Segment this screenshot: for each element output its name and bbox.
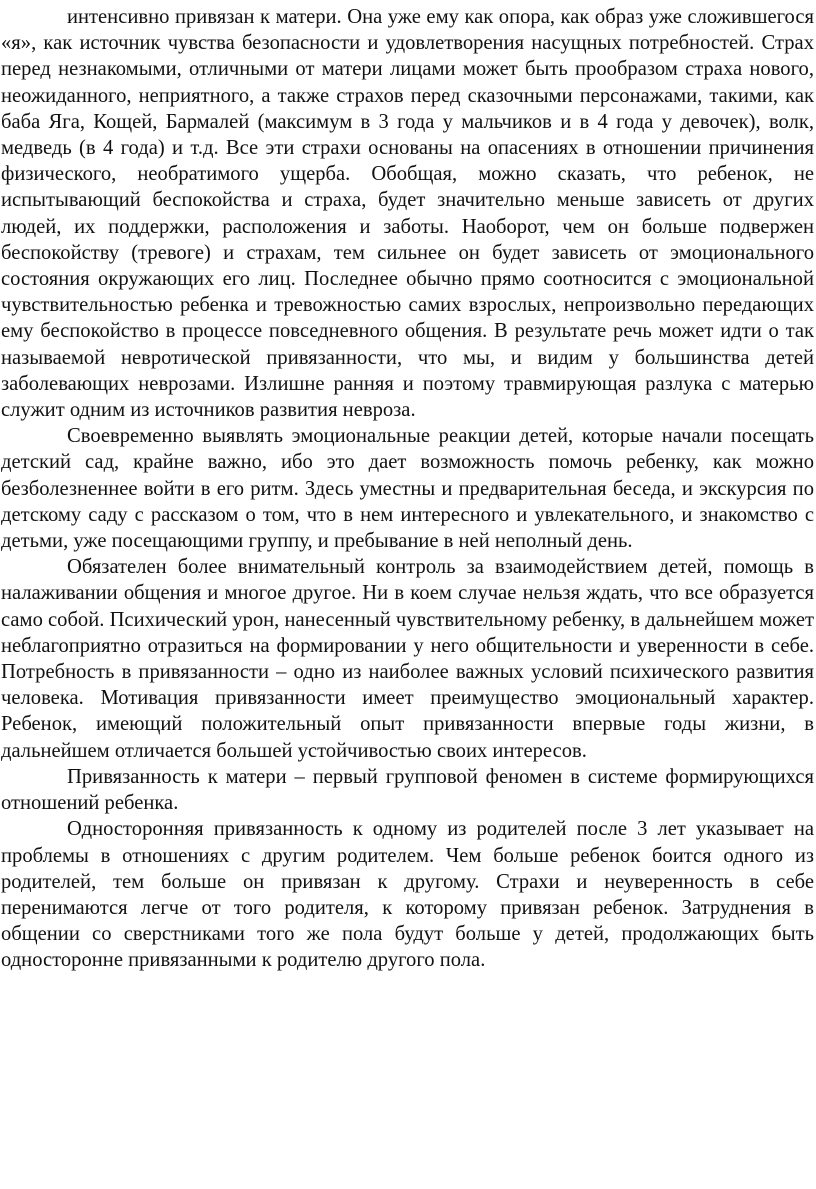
paragraph-4: Привязанность к матери – первый групповой феномен в системе формирующихся отношений ребенка. [1, 765, 814, 815]
paragraph-5: Односторонняя привязанность к одному из родителей после 3 лет указывает на проблемы в отношениях с другим родителем. Чем больше ребенок боится одного из родителей, тем больше он привязан к другому. Страхи и неуверенность в себе перенимаются легче от того родителя, к которому привязан ребенок. Затруднения в общении со сверстниками того же пола будут больше у детей, продолжающих быть односторонне привязанными к родителю другого пола. [1, 818, 814, 972]
paragraph-3: Обязателен более внимательный контроль за взаимодействием детей, помощь в налаживании общения и многое другое. Ни в коем случае нельзя ждать, что все образуется само собой. Психический урон, нанесенный чувствительному ребенку, в дальнейшем может неблагоприятно отразиться на формировании у него общительности и уверенности в себе. Потребность в привязанности – одно из наиболее важных условий психического развития человека. Мотивация привязанности имеет преимущество эмоциональный характер. Ребенок, имеющий положительный опыт привязанности впервые годы жизни, в дальнейшем отличается большей устойчивостью своих интересов. [1, 556, 814, 762]
paragraph-2: Своевременно выявлять эмоциональные реакции детей, которые начали посещать детский сад, крайне важно, ибо это дает возможность помочь ребенку, как можно безболезненнее войти в его ритм. Здесь уместны и предварительная беседа, и экскурсия по детскому саду с рассказом о том, что в нем интересного и увлекательного, и знакомство с детьми, уже посещающими группу, и пребывание в ней неполный день. [1, 425, 814, 553]
paragraph-1: интенсивно привязан к матери. Она уже ему как опора, как образ уже сложившегося «я», как источник чувства безопасности и удовлетворения насущных потребностей. Страх перед незнакомыми, отличными от матери лицами может быть прообразом страха нового, неожиданного, неприятного, а также страхов перед сказочными персонажами, такими, как баба Яга, Кощей, Бармалей (максимум в 3 года у мальчиков и в 4 года у девочек), волк, медведь (в 4 года) и т.д. Все эти страхи основаны на опасениях в отношении причинения физического, необратимого ущерба. Обобщая, можно сказать, что ребенок, не испытывающий беспокойства и страха, будет значительно меньше зависеть от других людей, их поддержки, расположения и заботы. Наоборот, чем он больше подвержен беспокойству (тревоге) и страхам, тем сильнее он будет зависеть от эмоционального состояния окружающих его лиц. Последнее обычно прямо соотносится с эмоциональной чувствительностью ребенка и тревожностью самих взрослых, непроизвольно передающих ему беспокойство в процессе повседневного общения. В результате речь может идти о так называемой невротической привязанности, что мы, и видим у большинства детей заболевающих неврозами. Излишне ранняя и поэтому травмирующая разлука с матерью служит одним из источников развития невроза. [1, 6, 814, 422]
